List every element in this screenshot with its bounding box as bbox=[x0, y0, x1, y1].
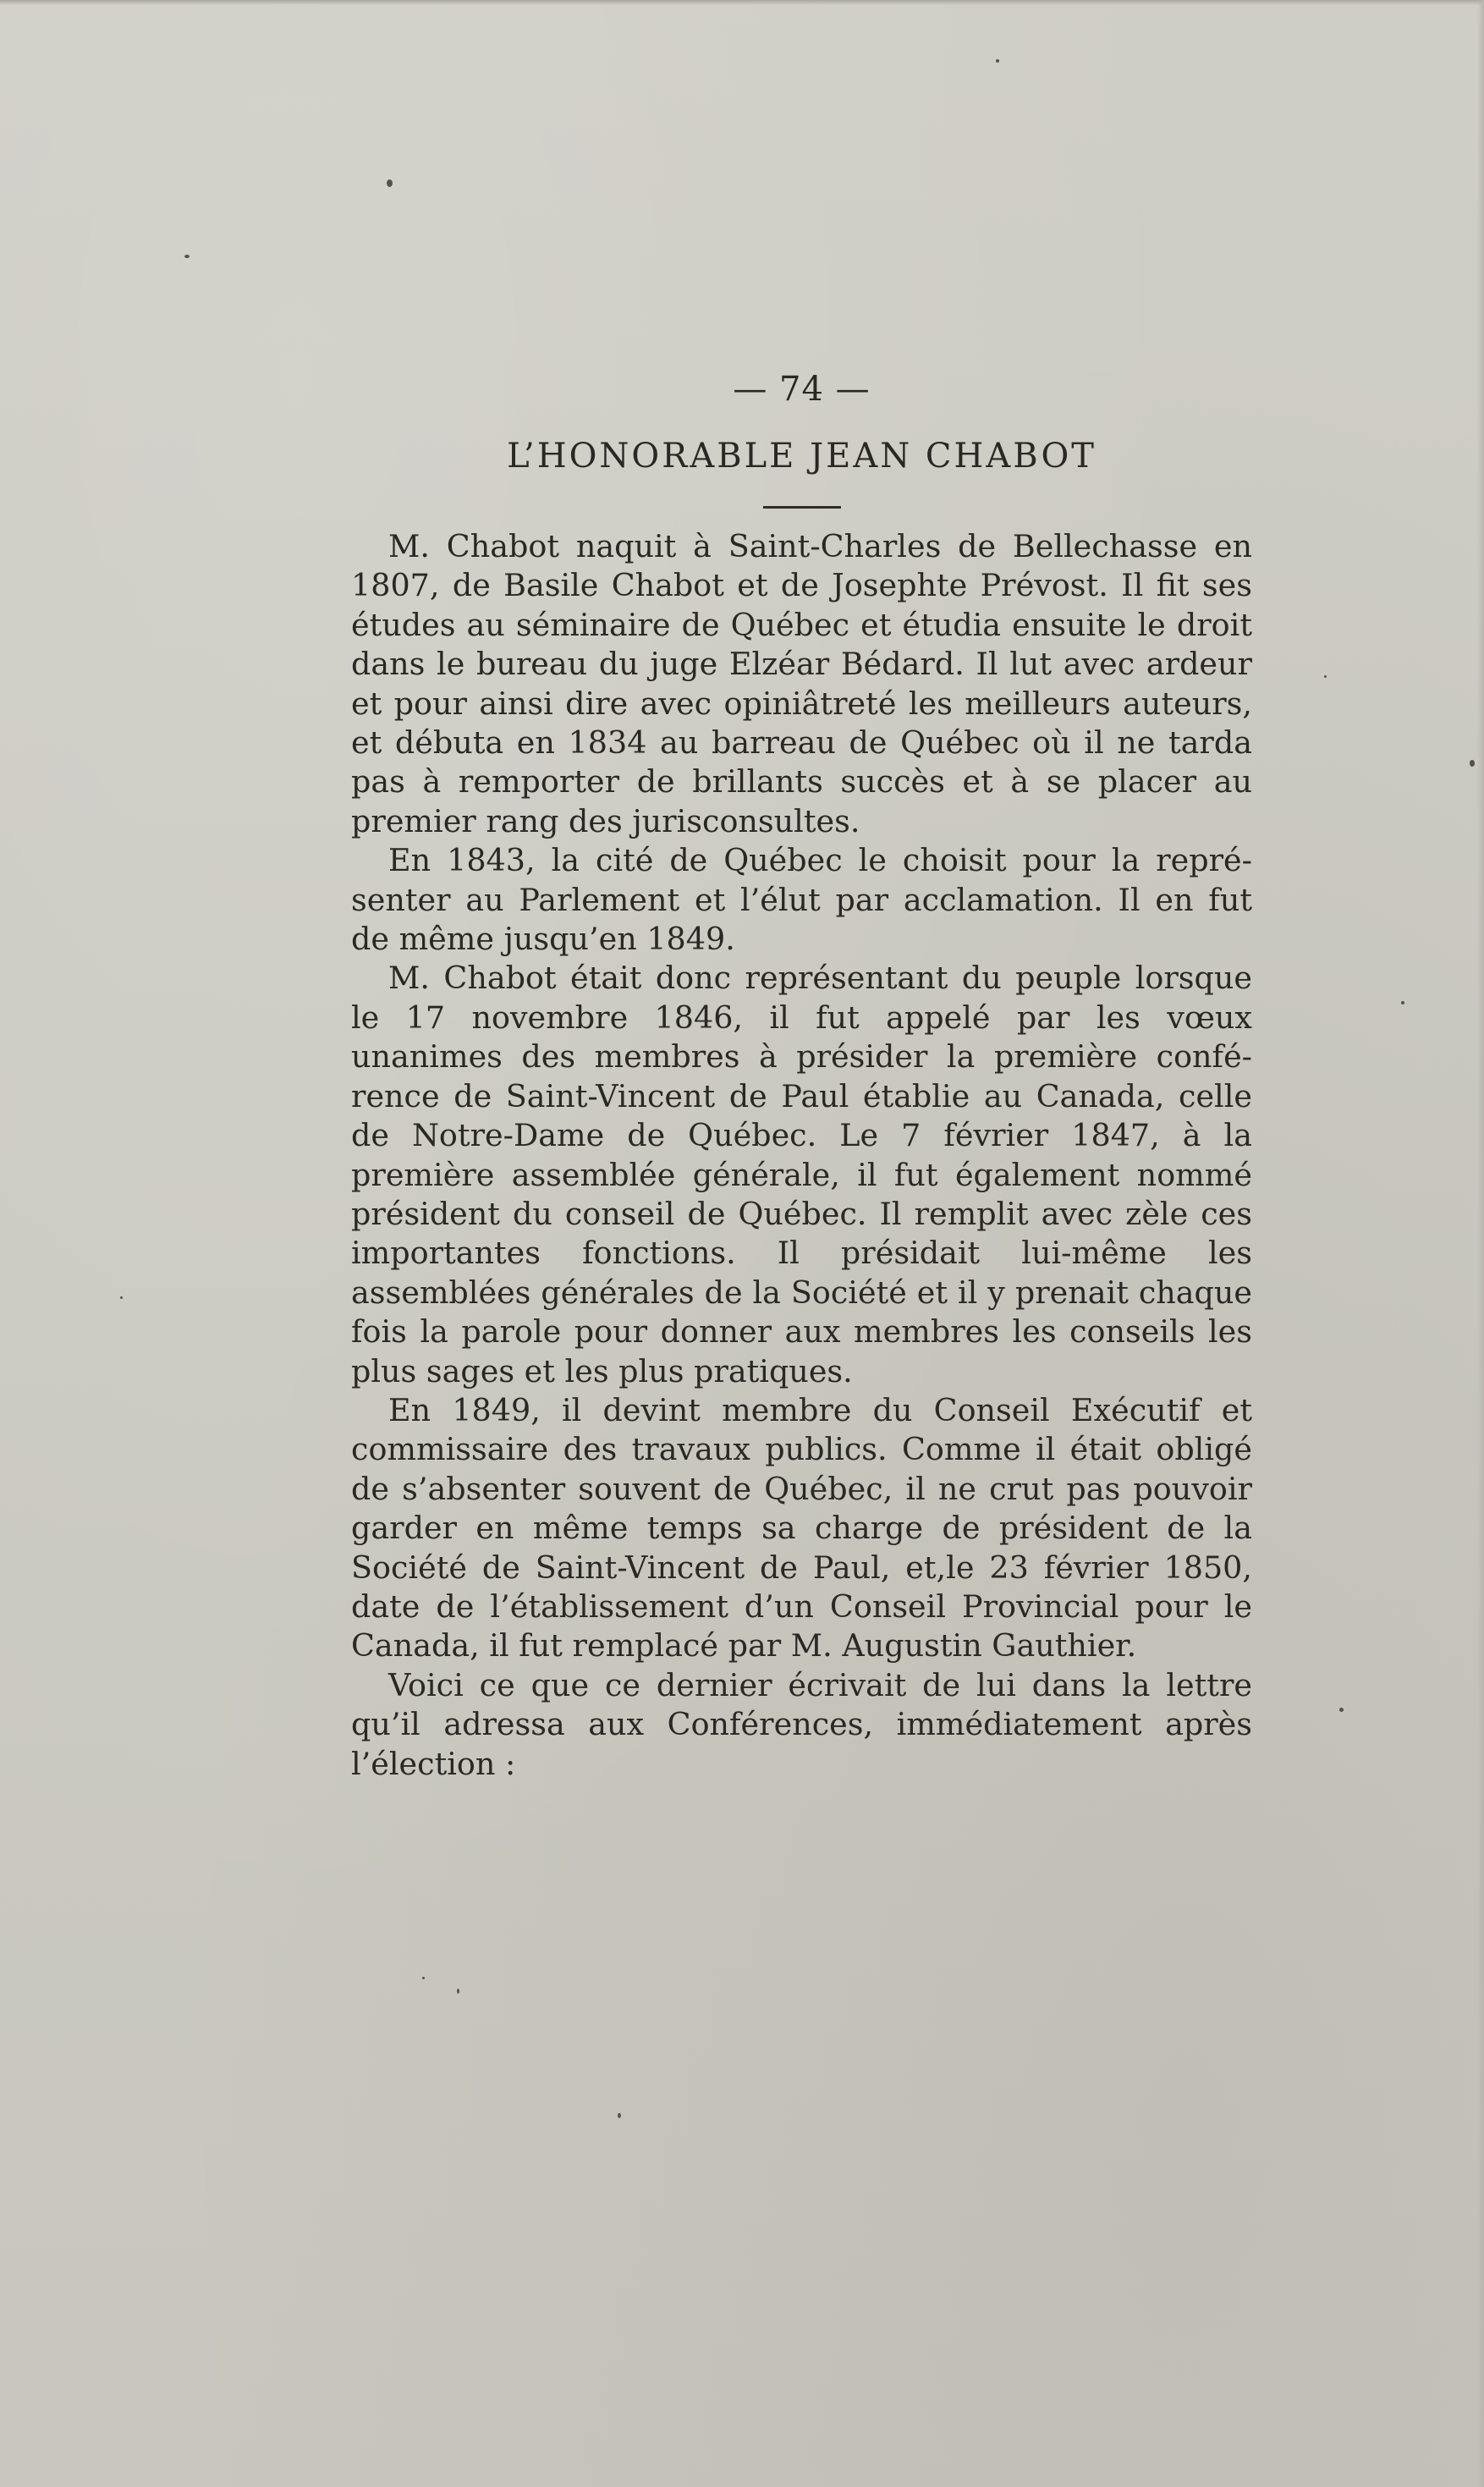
page-number: — 74 — bbox=[733, 370, 871, 409]
paper-speck bbox=[1401, 1001, 1404, 1004]
paragraph: Voici ce que ce dernier écrivait de lui dans la lettre qu’il adressa aux Conférences, immédiatement après l’élection : bbox=[351, 1666, 1252, 1782]
paper-speck bbox=[120, 1296, 123, 1299]
paragraph: M. Chabot était donc représentant du peuple lorsque le 17 novembre 1846, il fut appelé par les vœux unanimes des membres à présider la première confé-rence de Saint-Vincent de Paul établie au Canada, celle de Notre-Dame de Québec. Le 7 février 1847, à la première assemblée générale, il fut également nommé président du conseil de Québec. Il remplit avec zèle ces importantes fonctions. Il présidait lui-même les assemblées générales de la Société et il y prenait chaque fois la parole pour donner aux membres les conseils les plus sages et les plus pratiques. bbox=[351, 960, 1252, 1389]
page-right-edge bbox=[1477, 0, 1484, 2487]
paper-speck bbox=[387, 179, 393, 187]
page-title: L’HONORABLE JEAN CHABOT bbox=[507, 437, 1097, 476]
paragraph: En 1849, il devint membre du Conseil Exécutif et commissaire des travaux publics. Comme il était obligé de s’absenter souvent de Québec, il ne crut pas pouvoir garder en même temps sa charge de président de la Société de Saint-Vincent de Paul, et,le 23 février 1850, date de l’établissement d’un Conseil Provincial pour le Canada, il fut remplacé par M. Augustin Gauthier. bbox=[351, 1391, 1252, 1664]
paper-speck bbox=[1339, 1708, 1344, 1712]
paper-speck bbox=[618, 2113, 621, 2118]
document-text bbox=[351, 364, 1252, 1784]
paper-speck bbox=[1470, 760, 1475, 767]
paragraph: En 1843, la cité de Québec le choisit pour la repré-senter au Parlement et l’élut par acclamation. Il en fut de même jusqu’en 1849. bbox=[351, 842, 1252, 958]
paper-speck bbox=[457, 1989, 459, 1994]
page-top-edge bbox=[0, 0, 1484, 5]
paper-speck bbox=[1324, 675, 1327, 678]
paper-speck bbox=[422, 1977, 425, 1979]
title-divider bbox=[763, 506, 841, 509]
paragraph: M. Chabot naquit à Saint-Charles de Bellechasse en 1807, de Basile Chabot et de Josephte Prévost. Il fit ses études au séminaire de Québec et étudia ensuite le droit dans le bureau du juge Elzéar Bédard. Il lut avec ardeur et pour ainsi dire avec opiniâtreté les meilleurs auteurs, et débuta en 1834 au barreau de Québec où il ne tarda pas à remporter de brillants succès et à se placer au premier rang des jurisconsultes. bbox=[351, 528, 1252, 839]
paper-speck bbox=[184, 255, 190, 258]
paper-speck bbox=[996, 59, 999, 63]
